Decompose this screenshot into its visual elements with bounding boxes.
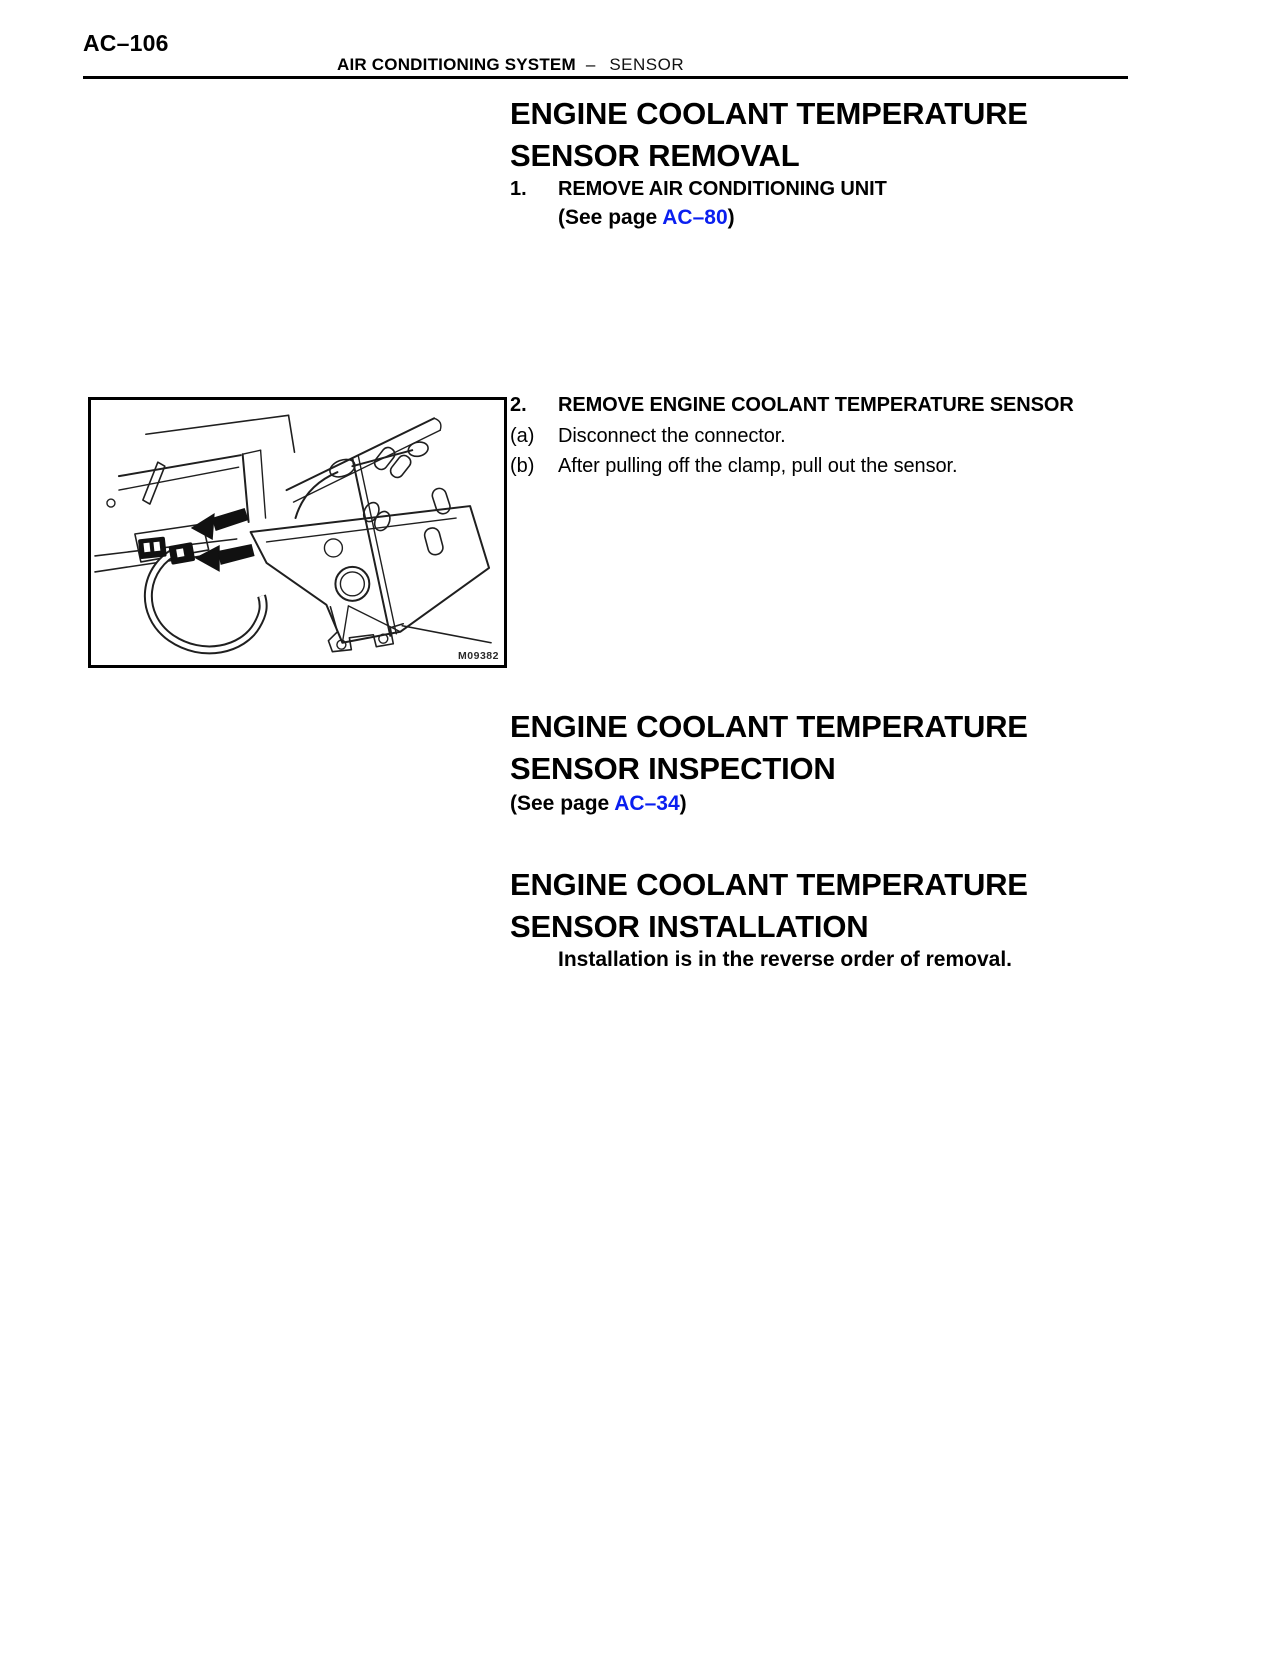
link-ac-80[interactable]: AC–80	[662, 206, 728, 229]
removal-heading	[510, 93, 1028, 177]
installation-heading-line2: SENSOR INSTALLATION	[510, 909, 869, 944]
step1-see-page	[558, 206, 735, 230]
removal-heading-line2: SENSOR REMOVAL	[510, 138, 800, 173]
installation-heading	[510, 864, 1028, 948]
substep-a-text: Disconnect the connector.	[558, 425, 786, 447]
inspection-heading	[510, 706, 1028, 790]
inspection-heading-line1: ENGINE COOLANT TEMPERATURE	[510, 709, 1028, 744]
substep-a-label: (a)	[510, 425, 535, 447]
figure-ac-unit	[88, 397, 507, 668]
link-ac-34[interactable]: AC–34	[614, 792, 680, 815]
ac-unit-line-drawing	[91, 400, 504, 665]
removal-heading-line1: ENGINE COOLANT TEMPERATURE	[510, 96, 1028, 131]
see-page-suffix: )	[727, 206, 735, 229]
page-number: AC–106	[83, 30, 169, 56]
inspection-heading-line2: SENSOR INSPECTION	[510, 751, 836, 786]
substep-b-label: (b)	[510, 455, 535, 477]
see-page-suffix: )	[679, 792, 687, 815]
section-title: SENSOR	[609, 55, 685, 74]
see-page-prefix: (See page	[510, 792, 615, 815]
header-rule	[83, 76, 1128, 79]
step2-title: REMOVE ENGINE COOLANT TEMPERATURE SENSOR	[558, 394, 1074, 416]
inspection-see-page	[510, 792, 687, 816]
figure-code: M09382	[458, 650, 499, 662]
see-page-prefix: (See page	[558, 206, 663, 229]
step2-number: 2.	[510, 394, 527, 416]
substep-b-text: After pulling off the clamp, pull out the sensor.	[558, 455, 958, 477]
system-title: AIR CONDITIONING SYSTEM	[337, 55, 576, 74]
running-header	[337, 55, 684, 75]
installation-heading-line1: ENGINE COOLANT TEMPERATURE	[510, 867, 1028, 902]
installation-body: Installation is in the reverse order of removal.	[558, 948, 1012, 971]
step1-title: REMOVE AIR CONDITIONING UNIT	[558, 178, 887, 200]
step1-number: 1.	[510, 178, 527, 200]
header-separator: –	[585, 55, 596, 74]
